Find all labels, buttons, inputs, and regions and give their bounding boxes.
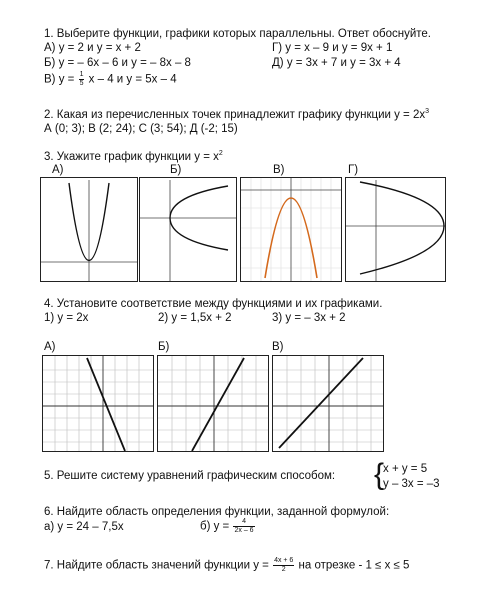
q1-option-a: А) y = 2 и y = x + 2: [44, 42, 141, 54]
line-graph: [279, 358, 363, 448]
q4-graph-b: [157, 355, 269, 452]
q4-graph-v-svg: [273, 356, 383, 451]
sideways-parabola-curve: [360, 182, 444, 274]
q6-b-fraction: [233, 518, 254, 535]
q5-equation-2: y – 3x = –3: [383, 478, 440, 490]
q3-title: [44, 150, 223, 163]
system-brace: {: [374, 458, 385, 491]
q4-function-2: 2) y = 1,5x + 2: [158, 312, 232, 324]
q7-line: [44, 557, 409, 574]
q3-title-sup: 2: [218, 150, 223, 157]
q6-b-num: 4: [233, 518, 254, 527]
q7-suffix: на отрезке - 1 ≤ x ≤ 5: [298, 559, 410, 572]
q3-graph-v: [240, 177, 342, 282]
q1-option-b: Б) y = – 6x – 6 и y = – 8x – 8: [44, 57, 191, 69]
q1-v-suffix: x – 4 и y = 5x – 4: [88, 73, 177, 86]
line-graph: [87, 358, 125, 451]
q2-options: А (0; 3); В (2; 24); С (3; 54); Д (-2; 15): [44, 123, 238, 135]
q4-label-v: В): [272, 341, 284, 353]
q3-label-v: В): [273, 164, 285, 176]
q3-graph-a-svg: [41, 178, 137, 281]
q4-graph-v: [272, 355, 384, 452]
grid: [158, 356, 268, 451]
q5-equation-1: x + y = 5: [383, 463, 428, 475]
q7-fraction: [273, 557, 294, 574]
q3-graph-g-svg: [346, 178, 445, 281]
grid: [43, 356, 153, 451]
q1-title: 1. Выберите функции, графики которых параллельны. Ответ обоснуйте.: [44, 28, 431, 40]
q2-title: [44, 108, 429, 121]
q4-graph-b-svg: [158, 356, 268, 451]
q1-option-v: [44, 71, 177, 88]
q3-graph-v-svg: [241, 178, 341, 281]
q6-option-b: [200, 518, 256, 535]
q7-den: 2: [281, 566, 286, 573]
q3-title-text: 3. Укажите график функции y = x: [44, 150, 219, 163]
q2-title-sup: 3: [425, 108, 430, 115]
q3-label-b: Б): [170, 164, 182, 176]
q4-graph-a-svg: [43, 356, 153, 451]
q6-option-a: а) y = 24 – 7,5x: [44, 521, 124, 533]
q3-graph-a: [40, 177, 138, 282]
q2-title-text: 2. Какая из перечисленных точек принадлежит графику функции y = 2x: [44, 108, 426, 121]
q3-graph-b: [139, 177, 237, 282]
q7-prefix: 7. Найдите область значений функции y =: [44, 559, 269, 572]
q4-graph-a: [42, 355, 154, 452]
q6-b-prefix: б) y =: [200, 520, 230, 533]
q5-system: [383, 462, 440, 492]
q4-function-1: 1) y = 2x: [44, 312, 89, 324]
q3-label-a: А): [52, 164, 64, 176]
q4-label-a: А): [44, 341, 56, 353]
q4-label-b: Б): [158, 341, 170, 353]
q4-function-3: 3) y = – 3x + 2: [272, 312, 346, 324]
q1-v-prefix: В) y =: [44, 73, 75, 86]
q4-title: 4. Установите соответствие между функциями и их графиками.: [44, 298, 383, 310]
q6-b-den: 2x – 6: [234, 527, 254, 534]
q7-num: 4x + 6: [274, 557, 294, 564]
q5-title: 5. Решите систему уравнений графическим способом:: [44, 470, 336, 482]
q1-v-frac-num: 1: [79, 71, 84, 78]
q3-graph-g: [345, 177, 446, 282]
q1-option-d: Д) y = 3x + 7 и y = 3x + 4: [272, 57, 401, 69]
q3-graph-b-svg: [140, 178, 236, 281]
q1-option-g: Г) y = x – 9 и y = 9x + 1: [272, 42, 393, 54]
q3-label-g: Г): [348, 164, 359, 176]
q1-v-fraction: [79, 71, 85, 88]
q6-title: 6. Найдите область определения функции, заданной формулой:: [44, 506, 390, 518]
q1-v-frac-den: 5: [79, 80, 84, 87]
